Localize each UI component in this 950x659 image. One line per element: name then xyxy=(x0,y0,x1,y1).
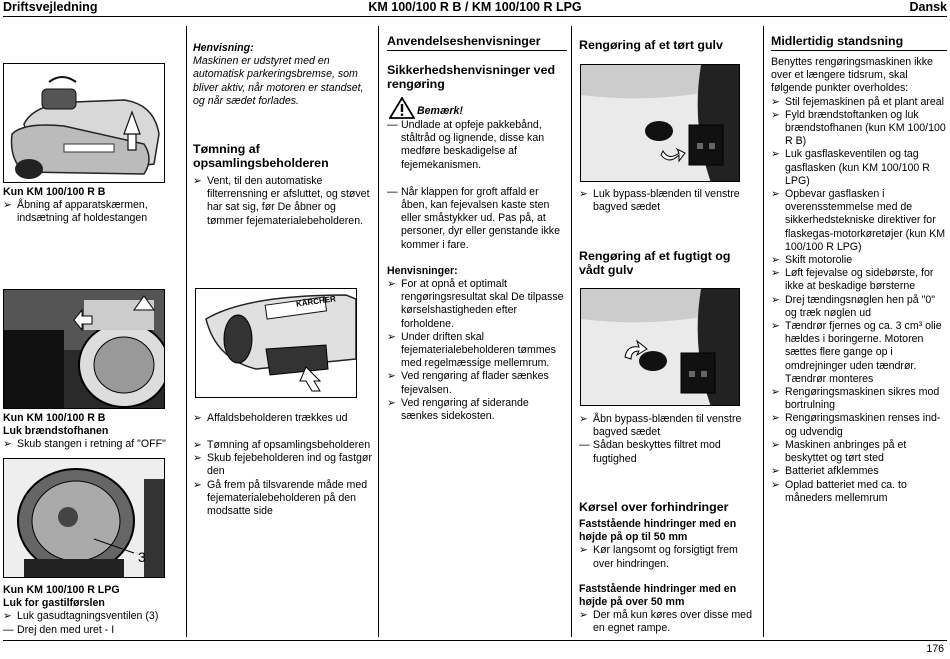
list-item: ➢ Gå frem på tilsvarende måde med fejematerialebeholderen på den modsatte side xyxy=(193,478,368,518)
list-item: ➢ Der må kun køres over disse med en egnet rampe. xyxy=(579,609,752,635)
section-fuel xyxy=(3,412,183,452)
list-item: ➢ Skift motorolie xyxy=(771,254,853,267)
warning-label: Bemærk! xyxy=(417,105,463,117)
column-divider xyxy=(763,26,764,637)
list-item: ➢ Fyld brændstoftanken og luk brændstofhanen (kun KM 100/100 R B) xyxy=(771,108,946,148)
list-item: ➢ Luk gasflaskeventilen og tag gasflasken (kun KM 100/100 R LPG) xyxy=(771,148,930,187)
column-divider xyxy=(571,26,572,637)
warning-row xyxy=(387,97,567,119)
list-item: ➢ Åbning af apparatskærmen, indsætning af holdestangen xyxy=(3,199,148,225)
callout-label: 3 xyxy=(138,549,146,565)
list-item: ➢ Opbevar gasflasken i overensstemmelse med de sikkerhedstekniske direktiver for flaskegas-motorkøretøjer (kun KM 100/100 R LPG) xyxy=(771,188,946,253)
section-dry-floor xyxy=(579,38,759,52)
list-item: ➢ Ved rengøring af siderande sænkes sidekosten. xyxy=(387,396,529,423)
section-pullout xyxy=(193,412,373,425)
section-subtitle: Faststående hindringer med en højde på op til 50 mm xyxy=(579,518,737,544)
list-item: ➢ Luk bypass-blænden til venstre bagved sædet xyxy=(579,188,740,214)
list-item: ➢ Rengøringsmaskinen sikres mod bortrulning xyxy=(771,386,940,412)
section-note xyxy=(193,42,373,108)
list-item: ➢ Maskinen anbringes på et beskyttet og tørt sted xyxy=(771,438,907,465)
model-title: KM 100/100 R B / KM 100/100 R LPG xyxy=(368,0,582,14)
section-gas xyxy=(3,584,183,637)
section-subtitle: Luk for gastilførslen xyxy=(3,597,105,610)
doc-type: Driftsvejledning xyxy=(3,0,98,14)
list-item: ➢ Løft fejevalse og sidebørste, for ikke at beskadige børsterne xyxy=(771,267,934,293)
section-hood xyxy=(3,186,183,226)
dash-item: — Når klappen for groft affald er åben, kan fejevalsen kaste sten eller småstykker ud. Pas på, at personer, dyr eller genstande ikke kommer i fare. xyxy=(387,185,560,251)
footer-rule xyxy=(3,640,947,641)
list-item: ➢ Under driften skal fejematerialebeholderen tømmes med regelmæssige mellemrum. xyxy=(387,330,556,370)
list-item: ➢ Batteriet afklemmes xyxy=(771,465,879,478)
note-text: Maskinen er udstyret med en automatisk parkeringsbremse, som bliver aktiv, når motoren er standset, og når sædet forlades. xyxy=(193,55,364,107)
section-wet-floor xyxy=(579,249,759,277)
list-item: ➢ Rengøringsmaskinen renses ind- og udvendig xyxy=(771,412,941,438)
section-title: Anvendelseshenvisninger xyxy=(387,34,567,51)
section-wet-steps xyxy=(579,413,759,466)
list-item: ➢ Vent, til den automatiske filterrensning er afsluttet, og støvet har sat sig, før De åbner og tømmer fejematerialebeholderen. xyxy=(193,175,370,227)
photo-bypass-open xyxy=(580,288,740,406)
page-header xyxy=(3,0,947,17)
list-item: ➢ Luk gasudtagningsventilen (3) xyxy=(3,610,159,623)
list-item: ➢ Tømning af opsamlingsbeholderen xyxy=(193,439,371,451)
section-usage xyxy=(387,34,567,423)
section-subtitle: Luk brændstofhanen xyxy=(3,425,109,438)
section-title: Kun KM 100/100 R B xyxy=(3,412,106,424)
photo-fuel-valve xyxy=(3,289,165,409)
section-title: Midlertidig standsning xyxy=(771,34,947,51)
dash-item: — Drej den med uret - I xyxy=(3,623,115,636)
section-title: Tømning af opsamlingsbeholderen xyxy=(193,142,329,170)
section-title: Kun KM 100/100 R B xyxy=(3,186,106,198)
column-divider xyxy=(378,26,379,637)
list-item: ➢ For at opnå et optimalt rengøringsresultat skal De tilpasse kørselshastigheden efter forholdene. xyxy=(387,278,564,330)
language: Dansk xyxy=(909,0,947,14)
section-subtitle: Faststående hindringer med en højde på over 50 mm xyxy=(579,582,737,609)
section-dry-steps xyxy=(579,188,759,214)
intro-text: Benyttes rengøringsmaskinen ikke over et længere tidsrum, skal følgende punkter overholdes: xyxy=(771,56,933,95)
list-item: ➢ Oplad batteriet med ca. to måneders mellemrum xyxy=(771,478,907,504)
warning-triangle-icon xyxy=(389,97,415,119)
list-item: ➢ Kør langsomt og forsigtigt frem over hindringen. xyxy=(579,544,738,570)
photo-gas-bottle xyxy=(3,458,165,578)
section-title: Rengøring af et tørt gulv xyxy=(579,38,723,52)
section-emptying xyxy=(193,142,373,228)
note-title: Henvisning: xyxy=(193,42,254,54)
photo-waste-container xyxy=(195,288,357,398)
section-temporary-stop xyxy=(771,34,947,505)
section-emptying-steps xyxy=(193,439,373,518)
section-subtitle: Sikkerhedshenvisninger ved rengøring xyxy=(387,63,556,91)
list-item: ➢ Stil fejemaskinen på et plant areal xyxy=(771,95,944,108)
list-item: ➢ Drej tændingsnøglen hen på "0" og træk nøglen ud xyxy=(771,293,936,319)
page-number: 176 xyxy=(926,642,944,655)
list-item: ➢ Affaldsbeholderen trækkes ud xyxy=(193,412,348,424)
list-item: ➢ Skub fejebeholderen ind og fastgør den xyxy=(193,452,372,478)
list-item: ➢ Ved rengøring af flader sænkes fejevalsen. xyxy=(387,370,549,396)
section-title: Kørsel over forhindringer xyxy=(579,500,729,514)
list-item: ➢ Åbn bypass-blænden til venstre bagved sædet xyxy=(579,413,742,439)
list-item: ➢ Tændrør fjernes og ca. 3 cm³ olie hældes i boringerne. Motoren sættes flere gange op i omdrejninger uden tændrør. Tændrør monteres xyxy=(771,320,942,385)
section-title: Kun KM 100/100 R LPG xyxy=(3,584,120,596)
list-item: ➢ Skub stangen i retning af "OFF" xyxy=(3,438,166,451)
photo-bypass-closed xyxy=(580,64,740,182)
photo-machine-hood-open xyxy=(3,63,165,183)
dash-item: — Sådan beskyttes filtret mod fugtighed xyxy=(579,439,721,465)
brand-logo: KÄRCHER xyxy=(295,294,337,309)
column-divider xyxy=(186,26,187,637)
hints-title: Henvisninger: xyxy=(387,264,458,277)
section-title: Rengøring af et fugtigt og vådt gulv xyxy=(579,249,731,277)
dash-item: — Undlade at opfeje pakkebånd, ståltråd og lignende, disse kan medføre beskadigelse af fejemekanismen. xyxy=(387,119,545,171)
section-obstacles xyxy=(579,500,759,636)
